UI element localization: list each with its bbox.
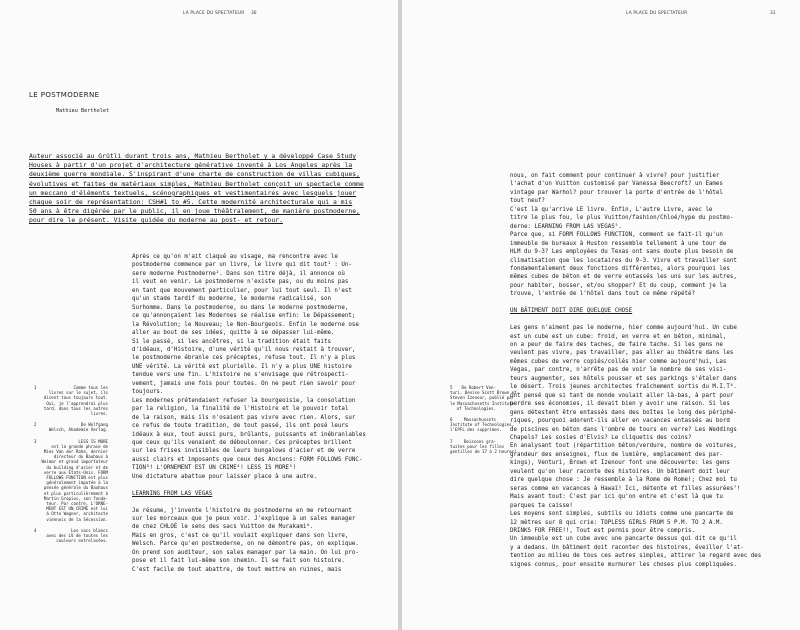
running-header-right: LA PLACE DU SPECTATEUR <box>626 11 688 16</box>
footnote-number: 1 <box>34 385 37 390</box>
footnote-line: le Massachusetts Institute <box>450 400 515 406</box>
body-line: Les modernes prétendaient refuser la bourgeoisie, la consolation <box>132 397 356 404</box>
footnote-line: teur. Par contre, L'ORNE- <box>46 501 108 507</box>
right-body-text <box>510 172 761 569</box>
subheading-learning-from-las-vegas: LEARNING FROM LAS VEGAS <box>132 490 213 497</box>
footnote-line: est la grande phrase de <box>51 443 108 449</box>
body-line: Si le passé, si les ancêtres, si la tradition était faits <box>132 338 331 345</box>
footnote-line: disent tous toujours tout. <box>43 395 108 401</box>
footnote-line: viennois de la Sécession. <box>46 516 108 522</box>
body-line: nous, on fait comment pour continuer à vivre? pour justifier <box>510 173 720 179</box>
body-line: postmoderne commence par un livre, le livre qui dit tout¹ : Un- <box>132 262 352 269</box>
body-line: tendue vers une fin. L'histoire ne s'envisage que rétrospecti- <box>132 372 349 379</box>
body-line: 12 mètres sur 8 qui crie: TOPLESS GIRLS FROM 5 P.M. TO 2 A.M. <box>510 519 723 526</box>
footnote-line: of Technologies. <box>456 405 496 411</box>
body-line: teurs augmenter, ses hôtels pousser et ses parkings s'étaler dans <box>510 375 737 382</box>
footnote-line: Boissons gra- <box>463 438 496 444</box>
body-line: sere moderne Postmoderne². Dans son titre déjà, il annonce où <box>132 270 345 277</box>
left-page <box>0 0 398 630</box>
body-line: ce refus de toute tradition, de tout passé, ils ont posé leurs <box>132 423 349 430</box>
author-name: Mathieu Bertholet <box>56 108 110 114</box>
footnote-line: Steven Izenour, publié par <box>450 395 515 401</box>
footnote-line: à Otto Wagner, architecte <box>46 511 108 517</box>
footnote-line: avec des LV de toutes les <box>46 533 108 539</box>
body-line: mêmes cubes de béton et de verre entassés les uns sur les autres, <box>510 274 737 281</box>
body-line: Vegas, par contre, n'arrête pas de voir le nombre de ses visi- <box>510 367 727 374</box>
body-line: pose et il fait lui-même son chemin. Il se fait son histoire. <box>132 558 345 565</box>
body-line: HLM du 9-3? Les employées du Texas ont sans doute plus besoin de <box>510 249 734 256</box>
right-footnotes <box>450 385 517 460</box>
body-line: dire quelque chose : Je ressemble à la Rome de Rome!; Chez moi tu <box>510 477 737 484</box>
body-line: gens détestent être entassés dans des boîtes le long des périphé- <box>510 409 737 416</box>
body-line: le désert. Trois jeunes architectes fraîchement sortis du M.I.T⁶. <box>510 384 737 391</box>
footnote-line: Oui, je l'apprendrai plus <box>46 400 108 406</box>
left-footnotes <box>34 385 108 549</box>
body-line: est un cube est un cube: froid, en verre et en béton, minimal, <box>510 333 727 340</box>
body-line: C'est là qu'arrive LE livre. Enfin, L'autre Livre, avec le <box>510 206 713 213</box>
body-line: Mais avant tout: C'est par ici qu'on entre et c'est là que tu <box>510 494 723 501</box>
footnote-line: De Robert Ven- <box>461 385 496 390</box>
page-number-right: 31 <box>770 11 776 16</box>
chapeau-line: pour dire le présent. Visite guidée du moderne au post- et retour. <box>29 216 283 225</box>
body-line: il veut en venir. Le postmoderne n'existe pas, ou du moins pas <box>132 279 349 286</box>
left-body-text <box>132 253 366 574</box>
footnote-number: 3 <box>34 438 37 444</box>
body-line: d'idéaux, d'Histoire, d'une vérité qu'il nous restait à trouver, <box>132 346 356 353</box>
footnote-line: Weimar et grand importateur <box>41 459 108 465</box>
footnote-line: couleurs entrelacées. <box>56 538 108 544</box>
footnote-line: livres sur le sujet, ils <box>48 390 108 396</box>
footnote-line: et plus particulièrement à <box>43 490 108 496</box>
blank-line <box>510 316 761 324</box>
footnote-line: FOLLOWS FUNCTION est plus <box>46 475 108 481</box>
footnote-line: Massachussets <box>463 417 496 423</box>
body-line: toujours. <box>132 389 164 396</box>
chapeau-line: un meccano d'éléments textuels, scénographiques et vestimentaires avec lesquels jouer <box>29 188 357 197</box>
footnote-line: l'EPFL des supprimes. <box>450 427 502 433</box>
body-line: de piscines en béton dans l'ombre de tours en verre? Les Weddings <box>510 426 737 433</box>
footnote-line: gentilles de 17 à 2 heures! <box>450 449 517 455</box>
footnote-line: verre aux États-Unis. FORM <box>43 469 108 475</box>
body-line: veulent qu'on leur raconte des histoires. Un bâtiment doit leur <box>510 468 730 475</box>
body-line: signes connus, pour ensuite murmurer les choses plus compliquées. <box>510 561 737 568</box>
footnote-line: Institute of Technologies, <box>450 422 515 428</box>
body-line: ont pensé que si tant de monde voulait aller là-bas, à part pour <box>510 392 734 399</box>
body-line: mêmes cubes de verre copiés/collés hier comme aujourd'hui, Las <box>510 358 727 365</box>
body-line: Welsch. Parce qu'en postmoderne, on ne démontre pas, on explique. <box>132 541 359 548</box>
footnote-line: Martin Gropius, son fonda- <box>43 495 108 501</box>
footnote <box>34 385 108 416</box>
chapeau-line: 50 ans à être digérée par le public, il en joue théâtralement, de manière postmoderne, <box>29 207 360 216</box>
body-line: vement, jamais une fois pour toutes. On ne peut rien savoir pour <box>132 380 356 387</box>
footnote-number: 7 <box>450 438 453 444</box>
chapeau-line: deuxième guerre mondiale. S'inspirant d'une charte de construction de villas cubiques, <box>29 170 360 179</box>
footnote-line: De Wolfgang <box>80 422 108 428</box>
body-line: kings), Venturi, Brown et Izenour font une découverte: les gens <box>510 460 730 467</box>
body-line: aller au bout de ses idées, quitte à se dépasser lui-même. <box>132 330 335 337</box>
body-line: C'est facile de tout abattre, de tout mettre en ruines, mais <box>132 566 342 573</box>
body-line: immeuble de bureaux à Huston ressemble tellement à une tour de <box>510 240 727 247</box>
body-line: Parce que, si FORM FOLLOWS FUNCTION, comment se fait-il qu'un <box>510 232 723 239</box>
chapeau-line: évolutives et faites de matériaux simples, Mathieu Bertholet conçoit un spectacle comme <box>29 179 364 188</box>
footnote-line: MENT EST UN CRIME est lui <box>46 506 108 512</box>
body-line: Les moyens sont simples, subtils ou idiots comme une pancarte de <box>510 511 734 518</box>
footnote-number: 4 <box>34 527 37 533</box>
running-header-left: LA PLACE DU SPECTATEUR <box>183 11 245 16</box>
footnote-line: tard, dans tous les autres <box>43 405 108 411</box>
body-line: ce qu'annonçaient les Modernes se réalise enfin: le Dépassement; <box>132 313 356 320</box>
body-line: la Révolution; le Nouveau; le Non-Bourgeois. Enfin le moderne ose <box>132 321 359 328</box>
body-line: le postmoderne ébranle ces préceptes, refuse tout. Il n'y a plus <box>132 355 356 362</box>
body-line: Après ce qu'on m'ait claqué au visage, ma rencontre avec le <box>132 254 338 260</box>
footnote <box>450 417 515 433</box>
body-line: Les gens n'aiment pas le moderne, hier comme aujourd'hui. Un cube <box>510 325 737 332</box>
footnote-line: pensée générale du Bauhaus <box>43 485 108 491</box>
body-line: sur les frises invisibles de leurs bungalows d'acier et de verre <box>132 448 356 455</box>
footnote-line: turi, Denise Scott Brown et <box>450 390 517 396</box>
body-line: derne: LEARNING FROM LAS VEGAS⁵. <box>510 223 622 230</box>
footnote <box>34 422 108 432</box>
body-line: aussi clairs et imposants que ceux des Anciens: FORM FOLLOWS FUNC- <box>132 456 363 463</box>
footnote-line: du building d'acier et de <box>46 464 108 470</box>
body-line: pour habiter, bosser, et/ou shopper? Et du coup, comment je la <box>510 282 727 289</box>
body-line: tout neuf? <box>510 198 545 205</box>
body-line: sur les morceaux que je peux voir. J'explique à un sales manager <box>132 516 356 523</box>
body-line: Un immeuble est un cube avec une pancarte dessus qui dit ce qu'il <box>510 536 737 543</box>
footnote-line: LESS IS MORE <box>78 438 108 444</box>
body-line: En analysant tout (répartition béton/verdure, nombre de voitures, <box>510 443 737 450</box>
body-line: l'achat d'un Vuitton customisé par Vanessa Beecroft? un Eames <box>510 181 723 188</box>
body-line: trouve, l'entrée de l'hôtel dans tout ce même répété? <box>510 291 695 298</box>
body-line: y a dedans. Un bâtiment doit raconter des histoires, éveiller l'at- <box>510 544 744 551</box>
body-line: grandeur des enseignes, flux de lumière, emplacement des par- <box>510 451 723 458</box>
footnote-line: Welsch, Akademie Verlag. <box>48 427 108 433</box>
body-line: on a peur de faire des taches, de faire tache. Si les gens ne <box>510 342 723 349</box>
body-line: UNE vérité. La vérité est plurielle. Il n'y a plus UNE histoire <box>132 363 352 370</box>
footnote <box>34 439 108 522</box>
body-line: veulent pas vivre, pas travailler, pas aller au théâtre dans les <box>510 350 734 357</box>
body-line: Surhomme. Dans le postmoderne, ou dans le moderne postmoderne, <box>132 304 349 311</box>
page-number-left: 30 <box>251 11 257 16</box>
blank-line <box>132 481 366 489</box>
body-line: vintage par Warhol? pour trouver la porte d'entrée de l'hôtel <box>510 189 723 196</box>
body-line: riques, pourquoi adorent-ils aller en vacances entassés au bord <box>510 418 730 425</box>
footnote-line: généralement imputée à la <box>46 480 108 486</box>
body-line: qu'un stade tardif du moderne, le moderne radicalisé, son <box>132 296 331 303</box>
body-line: en tant que mouvement particulier, pour lui tout seul. Il n'est <box>132 287 352 294</box>
body-line: idéaux à eux, tout aussi purs, brûlants, puissants et inébranlables <box>132 431 366 438</box>
footnote-line: Mies Van der Rohe, dernier <box>43 449 108 455</box>
body-line: fondamentalement deux fonctions différentes, alors pourquoi les <box>510 265 730 272</box>
body-line: Une dictature abattue pour laisser place à une autre. <box>132 473 317 480</box>
chapeau-paragraph <box>29 152 374 226</box>
footnote <box>450 438 517 455</box>
chapeau-line: Houses à partir d'un projet d'architecture générative inventé à Los Angeles après la <box>29 161 353 170</box>
body-line: climatisation que les locataires du 9-3. Vivre et travailler sont <box>510 257 737 264</box>
body-line: Chapels? Les sosies d'Elvis? Le cliquetis des coins? <box>510 435 692 442</box>
footnote-number: 6 <box>450 417 453 423</box>
blank-line <box>132 498 366 506</box>
body-line: seras comme en vacances à Hawaï! Ici, détente et filles assurées⁷! <box>510 485 741 492</box>
body-line: parques ta caisse! <box>510 502 573 509</box>
body-line: DRINKS FOR FREE!!, Tout est permis pour être compris. <box>510 528 695 534</box>
body-line: Je résume, j'invente l'histoire du postmoderne en me retournant <box>132 507 352 514</box>
right-page <box>402 0 800 630</box>
body-line: de la raison, mais ils n'osaient pas vivre avec rien. Alors, sur <box>132 414 356 421</box>
body-line: tention au milieu de tous ces autres simples, attirer le regard avec des <box>510 553 762 560</box>
footnote-line: livres. <box>90 411 108 417</box>
footnote-line: Les sacs blancs <box>71 527 108 533</box>
chapeau-line: Auteur associé au Grütli durant trois ans, Mathieu Bertholet y a développé Case Study <box>29 152 357 160</box>
body-line: TION³! L'ORNEMENT EST UN CRIME⁴! LESS IS MORE⁵! <box>132 465 297 472</box>
subheading-un-batiment: UN BÂTIMENT DOIT DIRE QUELQUE CHOSE <box>510 308 633 315</box>
body-line: par la religion, la finalité de l'Histoire et le pouvoir total <box>132 406 349 413</box>
body-line: titre le plus fou, le plus Vuitton/fashion/Chloé/hype du postmo- <box>510 215 734 222</box>
footnote-number: 5 <box>450 385 453 390</box>
section-title: LE POSTMODERNE <box>29 91 100 99</box>
body-line: perdre ses économies, il devait bien y avoir une raison. Si les <box>510 401 730 408</box>
blank-line <box>510 299 761 307</box>
footnote-line: tuites pour les filles <box>450 443 505 449</box>
body-line: que ceux qu'ils venaient de déboulonner. Ces préceptes brillent <box>132 439 352 446</box>
footnote-line: Comme tous les <box>73 385 108 390</box>
body-line: de chez CHLOÉ le sens des sacs Vuitton de Murakami⁶. <box>132 524 314 531</box>
body-line: On prend son auditeur, son sales manager par la main. On lui pro- <box>132 549 359 556</box>
footnote-number: 2 <box>34 422 37 428</box>
chapeau-line: chaque soir de représentation: CSH#1 to #5. Cette modernité architecturale qui a mis <box>29 198 353 207</box>
footnote-line: directeur du Bauhaus à <box>53 454 108 460</box>
footnote <box>450 385 517 411</box>
body-line: Mais en gros, c'est ce qu'il voulait expliquer dans son livre, <box>132 532 349 539</box>
footnote <box>34 528 108 544</box>
